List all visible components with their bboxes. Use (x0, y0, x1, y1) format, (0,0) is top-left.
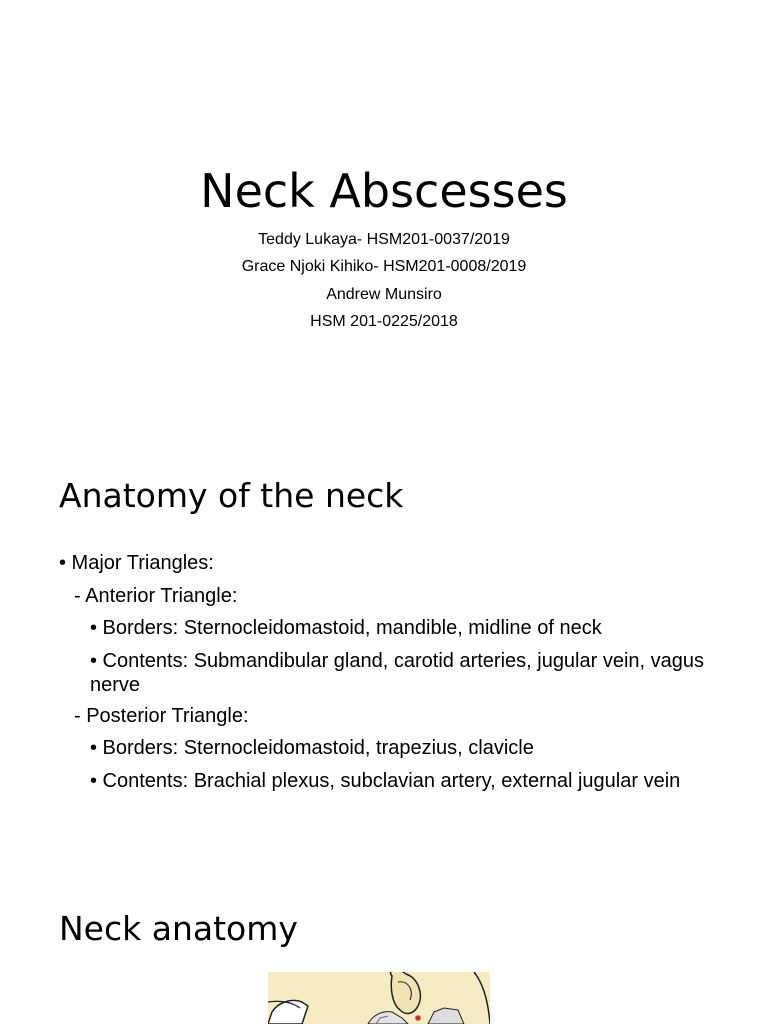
author-list (0, 226, 768, 336)
red-vessel-dot (415, 1015, 421, 1021)
author-line: Teddy Lukaya- HSM201-0037/2019 (258, 231, 510, 248)
slide-heading: Anatomy of the neck (59, 476, 404, 515)
neck-anatomy-illustration (268, 972, 490, 1024)
bullet-list (59, 547, 719, 797)
author-line: Andrew Munsiro (326, 285, 442, 303)
bullet-item: • Contents: Submandibular gland, carotid arteries, jugular vein, vagus nerve (90, 649, 705, 696)
bullet-item: • Borders: Sternocleidomastoid, mandible, midline of neck (90, 617, 602, 639)
bullet-item: • Major Triangles: (59, 552, 214, 574)
author-line: Grace Njoki Kihiko- HSM201-0008/2019 (241, 258, 527, 276)
author-line: HSM 201-0225/2018 (310, 313, 458, 331)
presentation-title: Neck Abscesses (200, 164, 568, 218)
slide-heading: Neck anatomy (59, 909, 298, 948)
sub-item: - Anterior Triangle: (74, 584, 238, 607)
bullet-item: • Contents: Brachial plexus, subclavian artery, external jugular vein (90, 769, 681, 792)
bullet-item: • Borders: Sternocleidomastoid, trapezius, clavicle (90, 737, 534, 759)
head-neck-drawing (268, 972, 490, 1024)
sub-item: - Posterior Triangle: (74, 704, 249, 727)
